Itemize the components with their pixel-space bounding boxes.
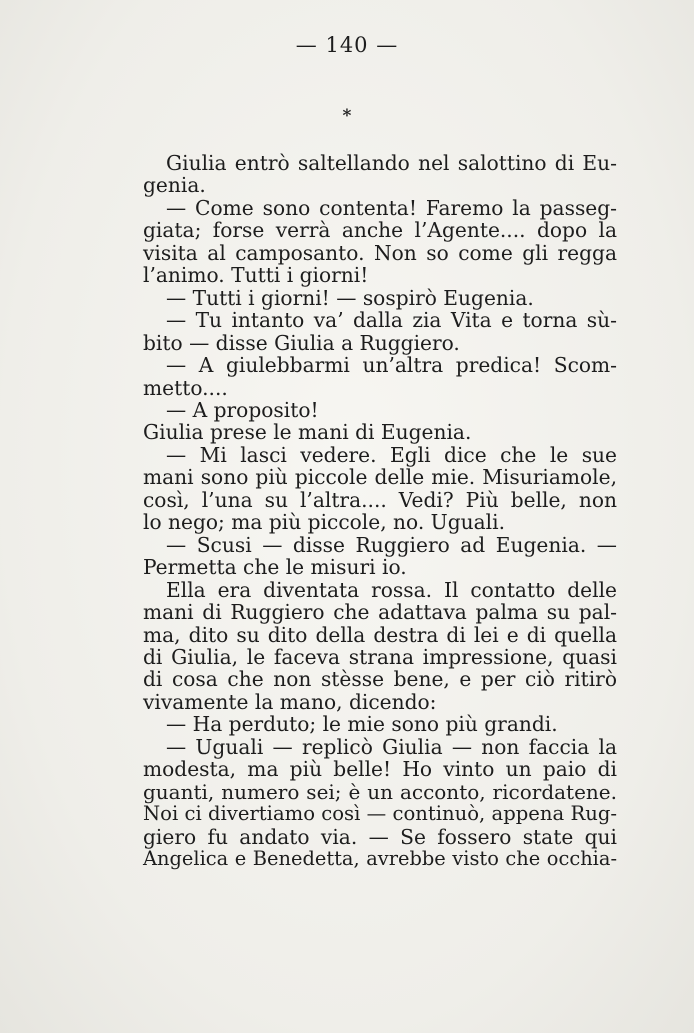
text-line: — Tu intanto va’ dalla zia Vita e torna sù- [166, 308, 617, 333]
text-line: vivamente la mano, dicendo: [143, 689, 437, 714]
text-line: Permetta che le misuri io. [143, 555, 407, 580]
text-line: di Giulia, le faceva strana impressione, quasi [143, 644, 617, 669]
text-line: — Ha perduto; le mie sono più grandi. [166, 712, 558, 737]
section-separator: * [342, 106, 352, 126]
text-line: giata; forse verrà anche l’Agente.... dopo la [143, 218, 617, 243]
text-line: — Tutti i giorni! — sospirò Eugenia. [166, 285, 534, 310]
text-line: genia. [143, 173, 206, 198]
text-line: — Come sono contenta! Faremo la passeg- [166, 195, 617, 220]
text-line: ma, dito su dito della destra di lei e di quella [143, 622, 617, 647]
text-line: bito — disse Giulia a Ruggiero. [143, 330, 460, 355]
text-line: metto.... [143, 375, 228, 400]
text-line: — Uguali — replicò Giulia — non faccia la [166, 734, 617, 759]
text-line: guanti, numero sei; è un acconto, ricordatene. [143, 779, 617, 804]
page-number: — 140 — [295, 33, 399, 57]
text-line: visita al camposanto. Non so come gli regga [143, 240, 617, 265]
text-line: Angelica e Benedetta, avrebbe visto che occhia- [143, 847, 617, 871]
text-line: — Mi lasci vedere. Egli dice che le sue [166, 442, 617, 467]
text-line: Ella era diventata rossa. Il contatto delle [166, 577, 617, 602]
text-line: — A proposito! [166, 397, 319, 422]
text-line: l’animo. Tutti i giorni! [143, 263, 369, 288]
text-line: così, l’una su l’altra.... Vedi? Più belle, non [143, 487, 617, 512]
text-line: lo nego; ma più piccole, no. Uguali. [143, 510, 505, 535]
text-line: — A giulebbarmi un’altra predica! Scom- [166, 353, 617, 378]
body-text [143, 152, 617, 871]
text-line: — Scusi — disse Ruggiero ad Eugenia. — [166, 532, 617, 557]
text-line: mani di Ruggiero che adattava palma su pal- [143, 600, 617, 625]
text-line: modesta, ma più belle! Ho vinto un paio di [143, 757, 617, 782]
text-line: di cosa che non stèsse bene, e per ciò ritirò [143, 667, 617, 692]
text-line: Noi ci divertiamo così — continuò, appena Rug- [143, 802, 617, 826]
text-line: Giulia entrò saltellando nel salottino di Eu- [166, 151, 617, 175]
text-line: giero fu andato via. — Se fossero state qui [143, 824, 617, 849]
text-line: Giulia prese le mani di Eugenia. [143, 420, 472, 445]
text-line: mani sono più piccole delle mie. Misuriamole, [143, 465, 617, 490]
